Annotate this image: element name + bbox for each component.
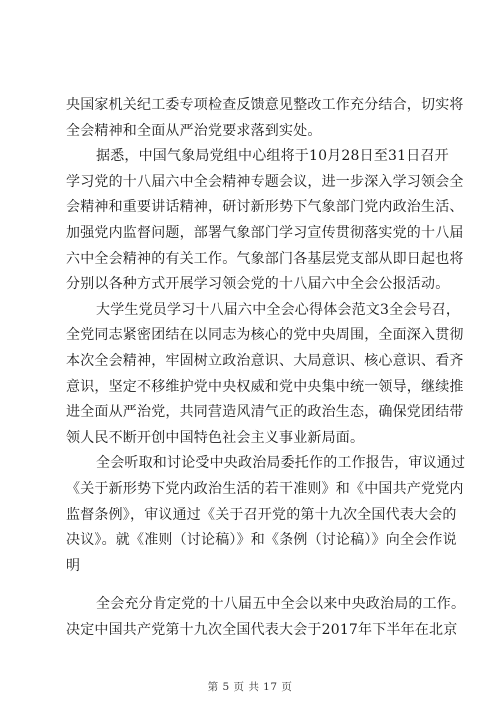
- text-line: 六中全会精神的有关工作。气象部门各基层党支部从即日起也将: [66, 250, 464, 267]
- text-line: 分别以各种方式开展学习领会党的十八届六中全会公报活动。: [66, 276, 450, 293]
- text-line: 学习党的十八届六中全会精神专题会议，进一步深入学习领会全: [66, 173, 464, 190]
- text-line: 明: [66, 557, 81, 574]
- paragraph-3: [66, 298, 464, 452]
- text-line: 会精神和重要讲话精神，研讨新形势下气象部门党内政治生活、: [66, 199, 464, 216]
- text-line: 全党同志紧密团结在以同志为核心的党中央周围，全面深入贯彻: [66, 327, 464, 344]
- text-line: 监督条例》，审议通过《关于召开党的第十九次全国代表大会的: [66, 506, 457, 523]
- paragraph-4: [66, 451, 466, 579]
- text-line: 全会充分肯定党的十八届五中全会以来中央政治局的工作。: [96, 596, 466, 613]
- text-line: 据悉，中国气象局党组中心组将于10月28日至31日召开: [96, 148, 449, 165]
- text-line: 领人民不断开创中国特色社会主义事业新局面。: [66, 429, 365, 446]
- text-line: 全会听取和讨论受中央政治局委托作的工作报告，审议通过: [96, 455, 466, 472]
- text-line: 央国家机关纪工委专项检查反馈意见整改工作充分结合，切实将: [66, 97, 464, 113]
- text-line: 进全面从严治党，共同营造风清气正的政治生态，确保党团结带: [66, 404, 464, 421]
- text-line: 本次全会精神，牢固树立政治意识、大局意识、核心意识、看齐: [66, 352, 464, 369]
- text-line: 决定中国共产党第十九次全国代表大会于2017年下半年在北京: [66, 621, 458, 638]
- paragraph-5: [66, 592, 466, 643]
- paragraph-1: [66, 93, 464, 144]
- paragraph-spacer: [66, 579, 444, 592]
- text-line: 《关于新形势下党内政治生活的若干准则》和《中国共产党党内: [66, 480, 464, 497]
- paragraph-2: [66, 144, 464, 298]
- text-line: 大学生党员学习十八届六中全会心得体会范文3全会号召，: [96, 301, 461, 318]
- document-body: [66, 93, 466, 643]
- text-line: 决议》。就《准则（讨论稿）》和《条例（讨论稿）》向全会作说: [66, 532, 457, 549]
- text-line: 加强党内监督问题，部署气象部门学习宣传贯彻落实党的十八届: [66, 224, 464, 241]
- text-line: 全会精神和全面从严治党要求落到实处。: [66, 122, 322, 139]
- page-number-footer: 第 5 页 共 17 页: [207, 681, 293, 693]
- text-line: 意识，坚定不移维护党中央权威和党中央集中统一领导，继续推: [66, 378, 464, 395]
